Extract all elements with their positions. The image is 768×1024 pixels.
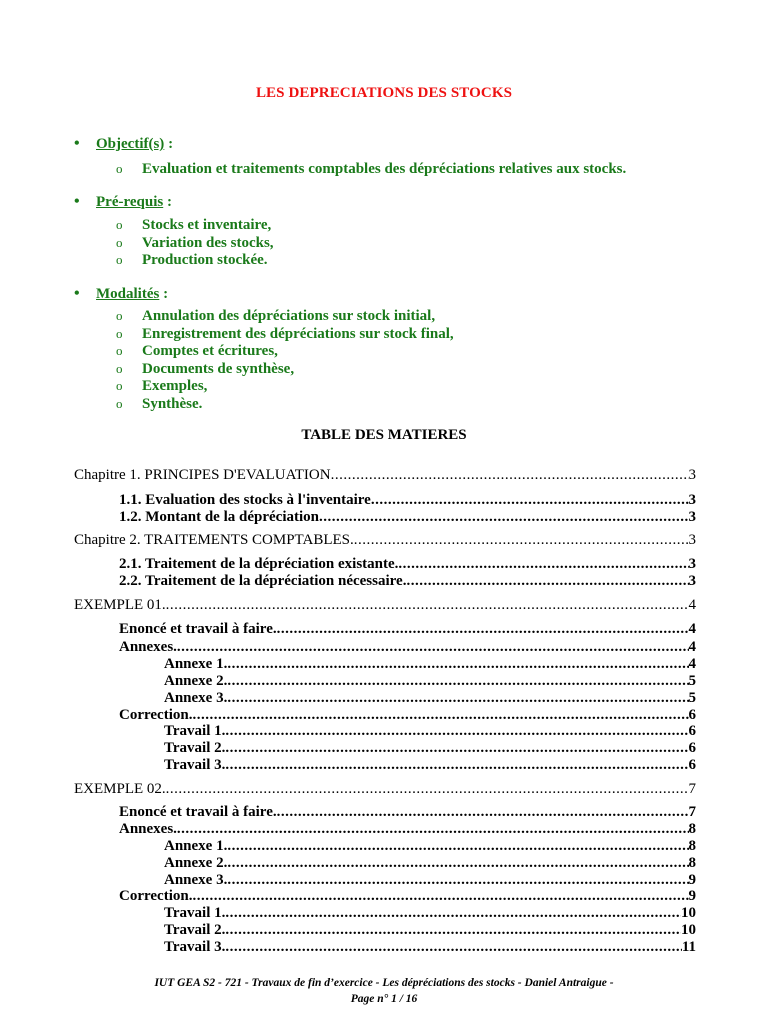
list-item-text: Evaluation et traitements comptables des dépréciations relatives aux stocks. [142,161,627,177]
circle-bullet-icon: o [116,343,123,358]
toc-page-number: 7 [688,804,696,820]
modalites-list [116,307,454,412]
toc-entry-exemple-01[interactable] [74,596,696,614]
list-item-text: Comptes et écritures, [142,343,278,359]
bullet-icon: • [74,135,80,152]
toc-entry-label: EXEMPLE 02. [74,781,166,797]
toc-entry-1-1[interactable] [119,491,696,509]
section-objectifs-suffix: : [164,136,174,152]
toc-page-number: 7 [688,781,696,797]
toc-page-number: 6 [688,757,696,773]
toc-entry-label: Annexe 1. [164,838,228,854]
toc-leader [166,780,689,798]
toc-page-number: 8 [688,821,696,837]
toc-entry-label: Travail 2. [164,740,226,756]
toc-page-number: 3 [688,573,696,589]
toc-leader [398,555,688,573]
toc-entry-label: Annexe 3. [164,690,228,706]
toc-entry-label: Correction. [119,707,193,723]
list-item-text: Exemples, [142,378,208,394]
toc-entry-label: Travail 2. [164,922,226,938]
toc-entry-label: Annexe 3. [164,872,228,888]
toc-page-number: 3 [688,556,696,572]
toc-entry-annexes[interactable] [119,638,696,656]
toc-entry-travail-1[interactable] [164,904,696,922]
toc-page-number: 4 [688,621,696,637]
prerequis-list [116,216,274,269]
toc-entry-label: Annexes. [119,639,177,655]
list-item [116,160,626,178]
section-modalites-heading [74,285,168,303]
toc-entry-travail-1[interactable] [164,722,696,740]
bullet-icon: • [74,285,80,302]
toc-entry-label: Travail 3. [164,939,226,955]
toc-page-number: 6 [688,723,696,739]
toc-leader [227,837,688,855]
toc-leader [166,596,689,614]
toc-leader [354,531,689,549]
toc-entry-annexe-2[interactable] [164,854,696,872]
toc-page-number: 6 [688,740,696,756]
circle-bullet-icon: o [116,161,123,176]
toc-leader [192,887,688,905]
toc-page-number: 5 [688,690,696,706]
section-objectifs-heading [74,135,173,153]
section-prerequis-suffix: : [163,194,172,210]
toc-entry-2-2[interactable] [119,572,696,590]
toc-page-number: 3 [688,532,696,548]
toc-leader [227,854,688,872]
toc-leader [225,739,688,757]
list-item [116,395,454,413]
toc-leader [319,508,689,526]
circle-bullet-icon: o [116,325,123,341]
list-item [116,234,274,252]
toc-entry-label: 1.1. Evaluation des stocks à l'inventaire [119,492,371,508]
toc-entry-chapter-1[interactable] [74,466,696,484]
toc-entry-label: Annexe 2. [164,673,228,689]
toc-page-number: 4 [688,639,696,655]
list-item-text: Variation des stocks, [142,234,274,251]
toc-entry-chapter-2[interactable] [74,531,696,549]
circle-bullet-icon: o [116,252,123,267]
toc-leader [225,904,681,922]
toc-entry-annexes[interactable] [119,820,696,838]
list-item [116,342,454,360]
list-item [116,216,274,234]
toc-leader [227,655,688,673]
toc-entry-exemple-02[interactable] [74,780,696,798]
section-modalites-label: Modalités [96,286,160,302]
circle-bullet-icon: o [116,395,123,411]
list-item [116,307,454,325]
list-item [116,325,454,343]
toc-entry-label: 2.1. Traitement de la dépréciation existante. [119,556,399,572]
toc-page-number: 4 [688,656,696,672]
toc-entry-label: Correction. [119,888,193,904]
toc-entry-label: Enoncé et travail à faire. [119,621,277,637]
list-item-text: Documents de synthèse, [142,360,295,377]
toc-leader [277,803,689,821]
toc-page-number: 8 [688,838,696,854]
toc-entry-2-1[interactable] [119,555,696,573]
toc-leader [225,938,681,956]
toc-title: TABLE DES MATIERES [301,427,467,443]
toc-entry-annexe-1[interactable] [164,837,696,855]
list-item-text: Enregistrement des dépréciations sur stock final, [142,325,454,342]
toc-entry-travail-2[interactable] [164,921,696,939]
toc-leader [225,921,681,939]
toc-entry-annexe-2[interactable] [164,672,696,690]
list-item-text: Annulation des dépréciations sur stock initial, [142,308,436,324]
toc-entry-label: Chapitre 2. TRAITEMENTS COMPTABLES. [74,532,354,548]
circle-bullet-icon: o [116,360,123,376]
circle-bullet-icon: o [116,308,123,323]
objectifs-list [116,160,626,178]
toc-leader [225,722,688,740]
toc-entry-enonce[interactable] [119,803,696,821]
toc-page-number: 3 [688,467,696,483]
toc-page-number: 8 [688,855,696,871]
toc-entry-travail-3[interactable] [164,938,696,956]
toc-page-number: 3 [688,509,696,525]
list-item-text: Synthèse. [142,395,203,412]
toc-entry-label: 1.2. Montant de la dépréciation [119,509,319,525]
toc-page-number: 6 [688,707,696,723]
toc-page-number: 10 [681,905,696,921]
toc-leader [227,689,688,707]
toc-page-number: 4 [688,597,696,613]
toc-entry-annexe-3[interactable] [164,689,696,707]
toc-entry-label: Annexes. [119,821,177,837]
toc-entry-label: Travail 1. [164,905,226,921]
toc-entry-label: Chapitre 1. PRINCIPES D'EVALUATION [74,467,331,483]
toc-leader [227,672,688,690]
list-item-text: Production stockée. [142,252,268,268]
circle-bullet-icon: o [116,234,123,250]
section-objectifs-label: Objectif(s) [96,136,165,152]
circle-bullet-icon: o [116,378,123,393]
toc-entry-label: Travail 1. [164,723,226,739]
toc-page-number: 9 [688,888,696,904]
toc-entry-travail-3[interactable] [164,756,696,774]
list-item [116,251,274,269]
toc-entry-correction[interactable] [119,887,696,905]
toc-entry-label: Travail 3. [164,757,226,773]
toc-entry-travail-2[interactable] [164,739,696,757]
toc-entry-1-2[interactable] [119,508,696,526]
document-title: LES DEPRECIATIONS DES STOCKS [255,85,513,101]
page-number: Page n° 1 / 16 [350,993,418,1005]
toc-page-number: 9 [688,872,696,888]
toc-page-number: 3 [688,492,696,508]
toc-entry-label: 2.2. Traitement de la dépréciation nécessaire. [119,573,407,589]
list-item [116,360,454,378]
toc-entry-label: Enoncé et travail à faire. [119,804,277,820]
toc-entry-label: Annexe 1. [164,656,228,672]
toc-leader [406,572,688,590]
toc-entry-annexe-1[interactable] [164,655,696,673]
toc-leader [371,491,689,509]
bullet-icon: • [74,193,80,210]
circle-bullet-icon: o [116,217,123,232]
toc-leader [177,820,689,838]
section-prerequis-label: Pré-requis [96,194,164,210]
toc-page-number: 10 [681,922,696,938]
section-prerequis-heading [74,193,172,211]
toc-page-number: 11 [681,939,696,955]
toc-entry-enonce[interactable] [119,620,696,638]
toc-page-number: 5 [688,673,696,689]
toc-leader [177,638,689,656]
list-item-text: Stocks et inventaire, [142,217,272,233]
toc-entry-label: EXEMPLE 01. [74,597,166,613]
footer-text: IUT GEA S2 - 721 - Travaux de fin d’exercice - Les dépréciations des stocks - Daniel Antraigue - [154,977,614,989]
toc-leader [277,620,689,638]
toc-entry-label: Annexe 2. [164,855,228,871]
toc-leader [225,756,688,774]
section-modalites-suffix: : [159,286,169,302]
list-item [116,377,454,395]
toc-leader [331,466,689,484]
